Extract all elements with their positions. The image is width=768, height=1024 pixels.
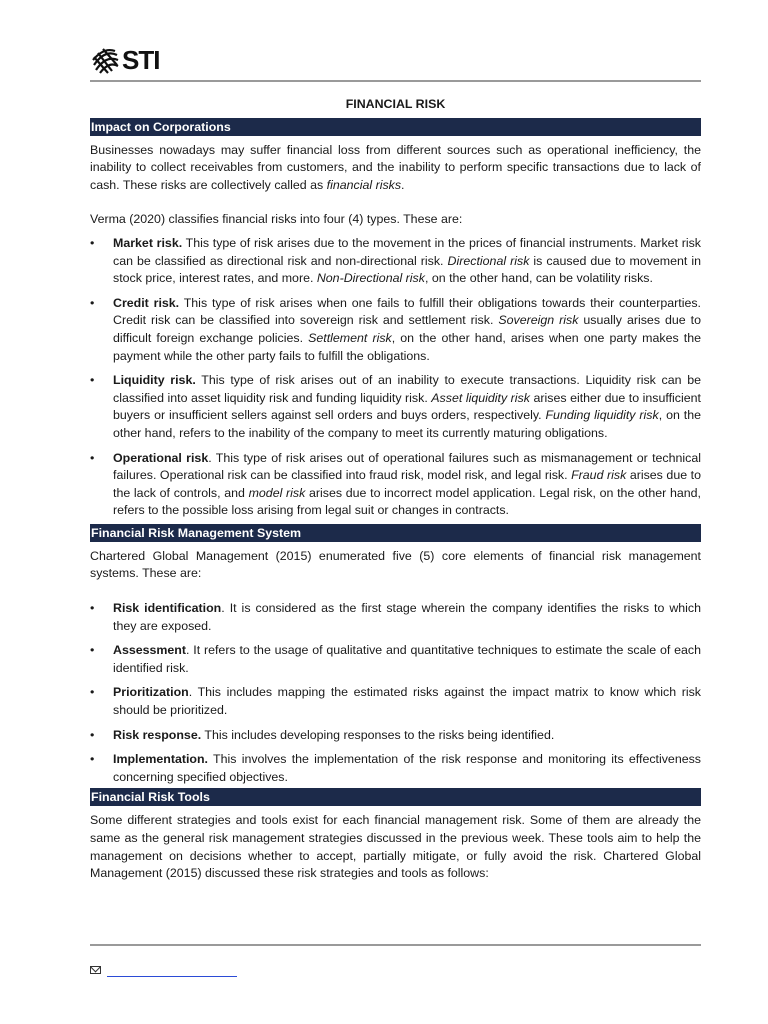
- list-item-implementation: • Implementation. This involves the implementation of the risk response and monitoring its effectiveness concerning specified objectives.: [90, 752, 701, 784]
- section-heading-risk-tools: Financial Risk Tools: [90, 788, 701, 806]
- list-item-liquidity-risk: • Liquidity risk. This type of risk arises out of an inability to execute transactions. Liquidity risk can be classified into asset liquidity risk and funding liquidity risk. Asset liquidity risk arises either due to insufficient buyers or insufficient sellers against sell orders and buys orders, respectively. Funding liquidity risk, on the other hand, refers to the inability of the company to meet its currently maturing obligations.: [90, 373, 701, 440]
- management-intro: Chartered Global Management (2015) enumerated five (5) core elements of financial risk management systems. These are:: [90, 548, 701, 581]
- risk-tools-body: Some different strategies and tools exist for each financial management risk. Some of them are already the same as the general risk management strategies discussed in the previous week. These tools aim to help the management on decisions whether to accept, partially mitigate, or fully avoid the risk. Chartered Global Management (2015) discussed these risk strategies and tools as follows:: [90, 813, 701, 881]
- bullet: •: [90, 727, 95, 742]
- logo-wordmark: STI: [122, 44, 160, 75]
- bullet: •: [90, 373, 95, 388]
- envelope-icon: [90, 966, 101, 974]
- bullet: •: [90, 235, 95, 250]
- footer: [90, 963, 237, 977]
- bullet: •: [90, 601, 95, 616]
- bullet: •: [90, 295, 95, 310]
- bullet: •: [90, 685, 95, 700]
- bullet: •: [90, 643, 95, 658]
- section-heading-management-system: Financial Risk Management System: [90, 524, 701, 542]
- email-link[interactable]: [107, 964, 237, 977]
- bullet: •: [90, 752, 95, 767]
- list-item-assessment: • Assessment. It refers to the usage of qualitative and quantitative techniques to estimate the scale of each identified risk.: [90, 643, 701, 675]
- sti-globe-icon: [90, 45, 120, 75]
- core-elements-list: [90, 600, 701, 786]
- list-item-risk-identification: • Risk identification. It is considered as the first stage wherein the company identifies the risks to which they are exposed.: [90, 601, 702, 633]
- risk-types-list: [90, 235, 701, 520]
- header-divider: [90, 80, 701, 82]
- footer-divider: [90, 944, 701, 946]
- impact-intro: Businesses nowadays may suffer financial loss from different sources such as operational inefficiency, the inability to collect receivables from customers, and the inability to perform specific transactions due to lack of cash. These risks are collectively called as financial risks.: [90, 142, 701, 192]
- list-item-risk-response: • Risk response. This includes developing responses to the risks being identified.: [90, 727, 701, 745]
- section-heading-impact: Impact on Corporations: [90, 118, 701, 136]
- list-item-market-risk: • Market risk. This type of risk arises due to the movement in the prices of financial instruments. Market risk can be classified as directional risk and non-directional risk. Directional risk is caused due to movement in stock price, interest rates, and more. Non-Directional risk, on the other hand, can be volatility risks.: [90, 235, 702, 286]
- list-item-credit-risk: • Credit risk. This type of risk arises when one fails to fulfill their obligations towards their counterparties. Credit risk can be classified into sovereign risk and settlement risk. Sovereign risk usually arises due to difficult foreign exchange policies. Settlement risk, on the other hand, arises when one party makes the payment while the other party fails to fulfill the obligations.: [90, 295, 702, 363]
- document-body: [90, 96, 701, 883]
- bullet: •: [90, 450, 95, 465]
- verma-lead: Verma (2020) classifies financial risks into four (4) types. These are:: [90, 212, 463, 227]
- list-item-prioritization: • Prioritization. This includes mapping the estimated risks against the impact matrix to know which risk should be prioritized.: [90, 685, 701, 718]
- list-item-operational-risk: • Operational risk. This type of risk arises out of operational failures such as mismanagement or technical failures. Operational risk can be classified into fraud risk, model risk, and legal risk. Fraud risk arises due to the lack of controls, and model risk arises due to incorrect model application. Legal risk, on the other hand, refers to the possible loss arising from legal suit or changes in contracts.: [90, 450, 701, 518]
- sti-logo: [90, 44, 159, 76]
- page-title: FINANCIAL RISK: [345, 97, 446, 111]
